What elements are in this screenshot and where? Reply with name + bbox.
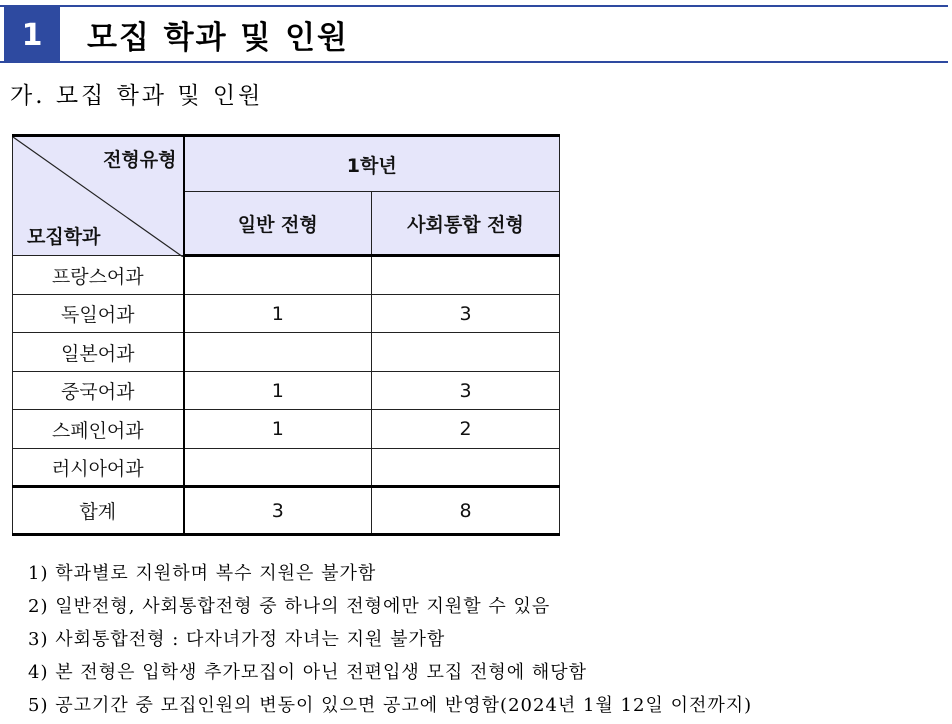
- general-count-cell: 1: [184, 295, 372, 333]
- section-number-badge: 1: [4, 7, 60, 63]
- dept-cell: 프랑스어과: [13, 256, 184, 295]
- note-item: 4) 본 전형은 입학생 추가모집이 아닌 전편입생 모집 전형에 해당함: [28, 662, 588, 683]
- corner-label-dept: 모집학과: [27, 226, 101, 248]
- total-general-cell: 3: [184, 487, 372, 535]
- social-count-cell: [372, 256, 560, 295]
- corner-label-type: 전형유형: [103, 149, 177, 171]
- table-row: [13, 295, 560, 333]
- section-title: 모집 학과 및 인원: [87, 20, 349, 56]
- col-header-social: 사회통합 전형: [372, 192, 560, 256]
- dept-cell: 러시아어과: [13, 449, 184, 487]
- quota-table: [12, 134, 560, 536]
- total-label-cell: 합계: [13, 487, 184, 535]
- dept-cell: 스페인어과: [13, 410, 184, 449]
- total-row: [13, 487, 560, 535]
- social-count-cell: 3: [372, 295, 560, 333]
- social-count-cell: 2: [372, 410, 560, 449]
- table-row: [13, 449, 560, 487]
- table-row: [13, 333, 560, 372]
- social-count-cell: [372, 449, 560, 487]
- general-count-cell: [184, 449, 372, 487]
- note-item: 5) 공고기간 중 모집인원의 변동이 있으면 공고에 반영함(2024년 1월 12일 이전까지): [28, 695, 753, 716]
- notes-list: [28, 557, 752, 722]
- social-count-cell: [372, 333, 560, 372]
- total-social-cell: 8: [372, 487, 560, 535]
- general-count-cell: 1: [184, 372, 372, 410]
- dept-cell: 일본어과: [13, 333, 184, 372]
- note-item: 3) 사회통합전형 : 다자녀가정 자녀는 지원 불가함: [28, 629, 446, 650]
- table-corner-cell: [13, 136, 184, 256]
- table-row: [13, 372, 560, 410]
- dept-cell: 중국어과: [13, 372, 184, 410]
- note-item: 1) 학과별로 지원하며 복수 지원은 불가함: [28, 563, 377, 584]
- general-count-cell: [184, 256, 372, 295]
- table-row: [13, 410, 560, 449]
- note-item: 2) 일반전형, 사회통합전형 중 하나의 전형에만 지원할 수 있음: [28, 596, 551, 617]
- table-row: [13, 256, 560, 295]
- group-header-grade: 1학년: [184, 136, 560, 192]
- sub-title: 가. 모집 학과 및 인원: [10, 83, 264, 109]
- general-count-cell: [184, 333, 372, 372]
- general-count-cell: 1: [184, 410, 372, 449]
- col-header-general: 일반 전형: [184, 192, 372, 256]
- social-count-cell: 3: [372, 372, 560, 410]
- dept-cell: 독일어과: [13, 295, 184, 333]
